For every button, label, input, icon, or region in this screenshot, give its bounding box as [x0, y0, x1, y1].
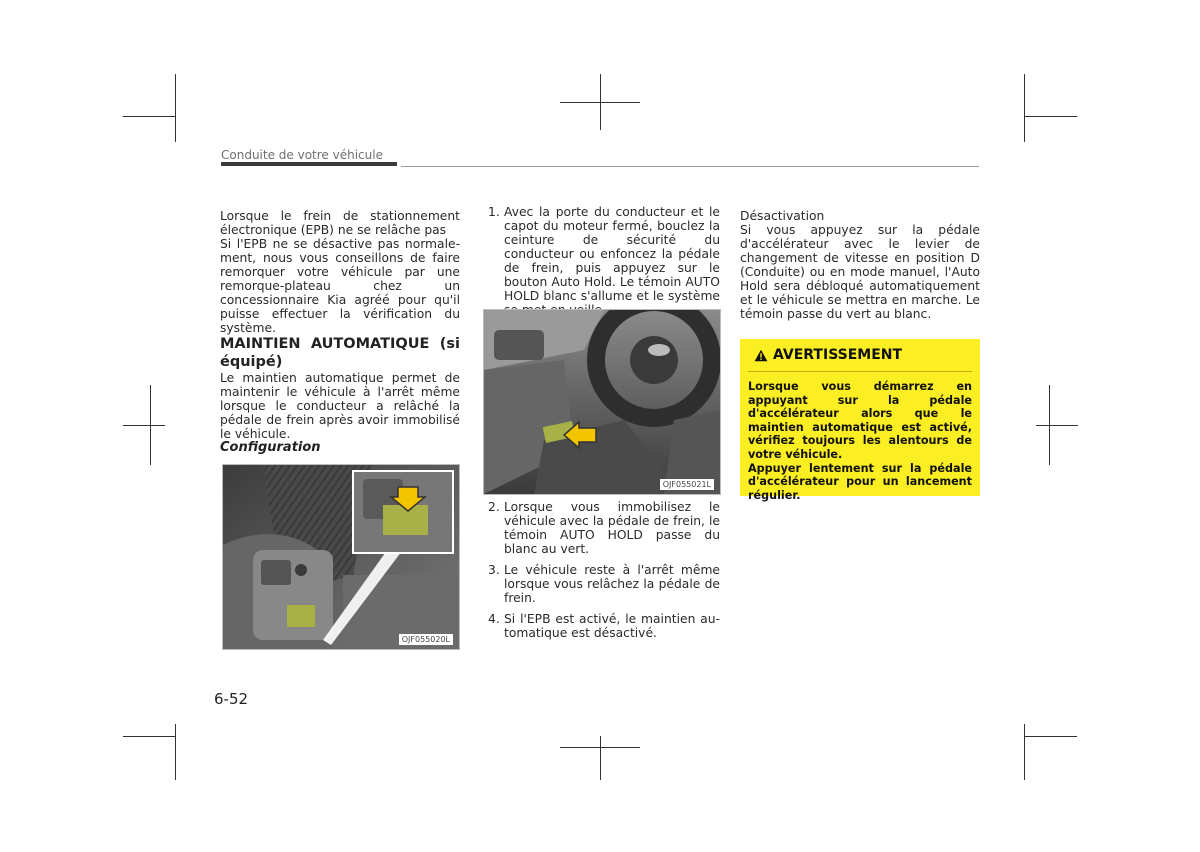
console-illustration	[223, 465, 459, 649]
epb-title: Lorsque le frein de stationnement électronique (EPB) ne se relâche pas	[220, 209, 460, 237]
section-heading: MAINTIEN AUTOMATIQUE (si équipé)	[220, 336, 460, 370]
step-text: Lorsque vous immobilisez le véhicule avec la pédale de frein, le témoin AUTO HOLD passe du blanc au vert.	[504, 500, 720, 556]
figure-driver-area	[483, 309, 721, 495]
warning-divider	[748, 371, 972, 372]
running-header: Conduite de votre véhicule	[221, 148, 383, 162]
step-number: 4.	[488, 612, 500, 626]
step-number: 3.	[488, 563, 500, 577]
step-number: 2.	[488, 500, 500, 514]
warning-paragraph: Lorsque vous démarrez en appuyant sur la pédale d'accélérateur alors que le maintien automatique est activé, vérifiez toujours les alentours de votre véhicule.	[748, 380, 972, 461]
warning-triangle-icon	[754, 349, 768, 362]
step-number: 1.	[488, 205, 500, 219]
page-number: 6-52	[214, 690, 249, 708]
step-text: Si l'EPB est activé, le maintien automatique est désactivé.	[504, 612, 720, 640]
epb-paragraph: Si l'EPB ne se désactive pas normalement, nous vous conseillons de faire remorquer votre véhicule par une remorque-plateau chez un concessionnaire Kia agréé pour qu'il puisse effectuer la vérification du système.	[220, 237, 460, 335]
list-item	[488, 612, 720, 640]
column-middle-lower	[488, 500, 720, 640]
column-left	[220, 209, 460, 455]
column-right	[740, 209, 980, 321]
figure-console-button	[222, 464, 460, 650]
warning-body	[748, 380, 972, 502]
list-item	[488, 205, 720, 317]
list-item	[488, 500, 720, 556]
warning-box	[740, 339, 980, 502]
deactivation-title: Désactivation	[740, 209, 825, 223]
maintien-paragraph: Le maintien automatique permet de maintenir le véhicule à l'arrêt même lorsque le conducteur a relâché la pédale de frein après avoir immobilisé le véhicule.	[220, 371, 460, 441]
figure-label: OJF055020L	[399, 634, 453, 645]
column-middle	[488, 205, 720, 317]
header-rule	[401, 166, 979, 167]
warning-paragraph: Appuyer lentement sur la pédale d'accélérateur pour un lancement régulier.	[748, 461, 972, 502]
figure-label: OJF055021L	[660, 479, 714, 490]
step-text: Le véhicule reste à l'arrêt même lorsque vous relâchez la pédale de frein.	[504, 563, 720, 605]
warning-header	[754, 347, 902, 363]
steps-list-a	[488, 205, 720, 317]
step-text: Avec la porte du conducteur et le capot du moteur fermé, bouclez la ceinture de sécurité du conducteur ou enfoncez la pédale de frein, puis appuyez sur le bouton Auto Hold. Le témoin AUTO HOLD blanc s'allume et le système	[504, 205, 720, 303]
cockpit-illustration	[484, 310, 720, 494]
header-bar	[221, 162, 397, 166]
steps-list-b	[488, 500, 720, 640]
list-item	[488, 563, 720, 605]
configuration-heading: Configuration	[220, 440, 321, 455]
deactivation-paragraph: Si vous appuyez sur la pédale d'accélérateur avec le levier de changement de vitesse en position D (Conduite) ou en mode manuel, l'Auto Hold sera débloqué automatiquement et le véhicule se mettra en marche. Le témoin passe du vert au blanc.	[740, 223, 980, 321]
warning-title: AVERTISSEMENT	[773, 347, 903, 363]
